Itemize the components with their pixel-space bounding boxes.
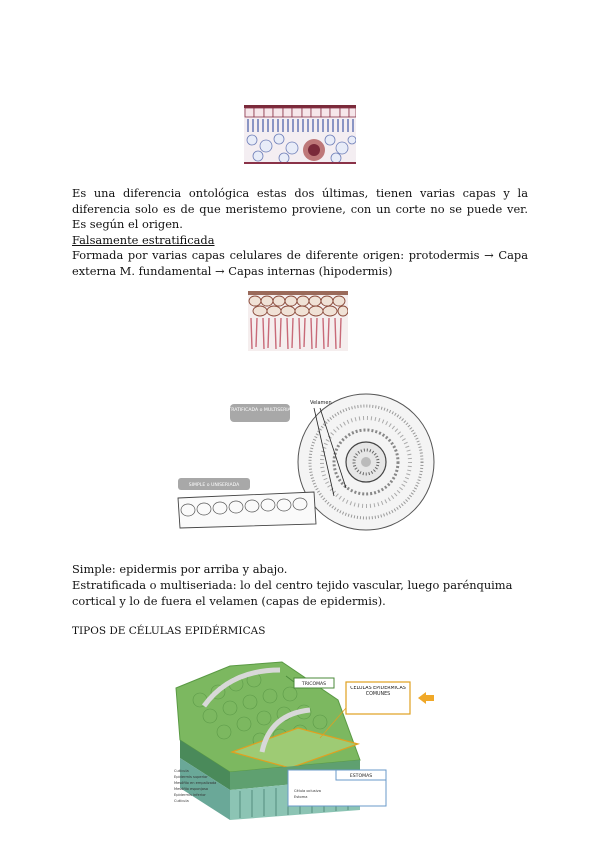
layer-label-cuticle-bottom: Cutícula [174,799,189,803]
paragraph-origin-difference: Es una diferencia ontológica estas dos últimas, tienen varias capas y la diferencia solo es de que meristemo proviene, con un corte no se puede ver. Es según el origen. [72,186,528,231]
simple-label: SIMPLE o UNISERIADA [188,483,240,488]
stratified-epidermis-line: Estratificada o multiseriada: lo del centro tejido vascular, luego parénquima cortical y lo de fuera el velamen (capas de epidermis). [72,578,513,608]
velamen-label: Velamen [310,400,332,406]
common-cells-label: CÉLULAS EPIDÉRMICAS COMUNES [350,686,406,697]
estomas-label: ESTOMAS [349,774,373,779]
hypodermis-micrograph-figure [248,291,348,351]
layer-label-palisade: Mesófilo en empalizada [174,781,217,785]
paragraph-falsely-stratified: Formada por varias capas celulares de diferente origen: protodermis → Capa externa M. fundamental → Capas internas (hipodermis) [72,248,528,278]
epidermis-types-drawing [174,386,442,534]
layer-label-spongy: Mesófilo esponjoso [174,787,209,791]
stoma-label-stoma: Estoma [294,795,308,799]
layer-label-upper-epidermis: Epidermis superior [174,775,208,779]
layer-label-cuticle-top: Cutícula [174,769,189,773]
layer-label-lower-epidermis: Epidermis inferior [174,793,206,797]
heading-falsely-stratified: Falsamente estratificada [72,233,215,247]
leaf-cross-section-figure [244,96,356,164]
tricomas-label: TRICOMAS [301,682,327,687]
simple-epidermis-line: Simple: epidermis por arriba y abajo. [72,562,288,576]
stoma-label-guard-cell: Célula oclusiva [294,789,321,793]
stratified-label: ESTRATIFICADA o MULTISERIADA [222,408,298,413]
leaf-3d-diagram [170,660,440,828]
heading-epidermal-cell-types: TIPOS DE CÉLULAS EPIDÉRMICAS [72,625,266,637]
